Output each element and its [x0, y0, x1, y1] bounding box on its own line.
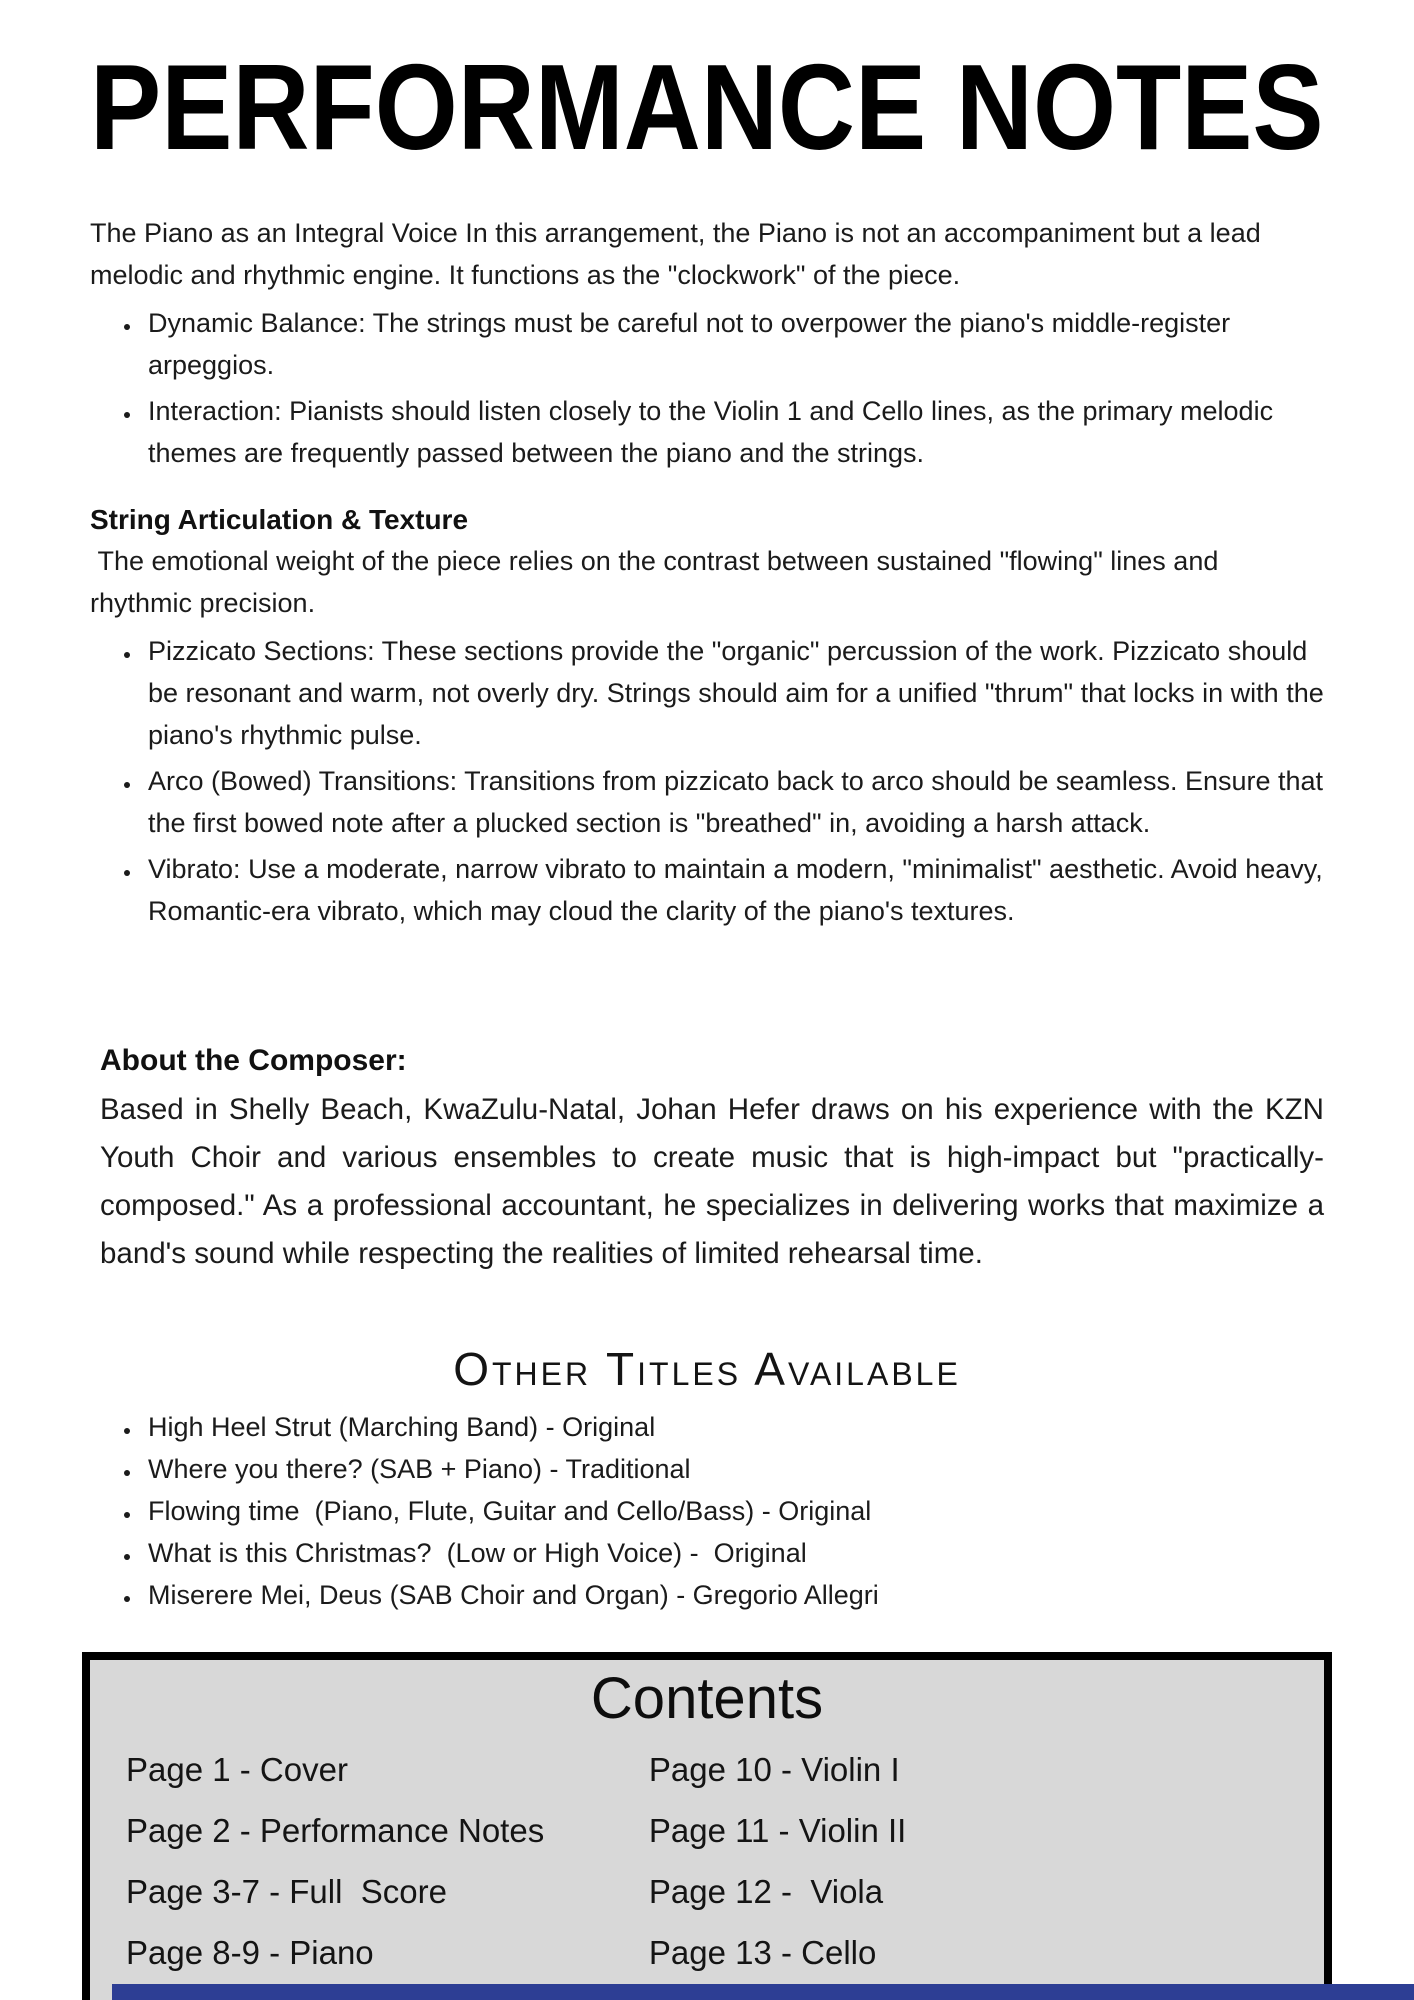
contents-grid [126, 1739, 1288, 1983]
intro-paragraph: The Piano as an Integral Voice In this arrangement, the Piano is not an accompaniment but a lead melodic and rhythmic engine. It functions as the "clockwork" of the piece. [90, 218, 1269, 290]
footer-accent-bar [112, 1984, 1414, 2000]
list-item: • Dynamic Balance: The strings must be careful not to overpower the piano's middle-register arpeggios. [142, 302, 1324, 386]
list-item: • Where you there? (SAB + Piano) - Traditional [142, 1448, 1324, 1490]
intro-bullet-list [90, 302, 1324, 474]
contents-entry: Page 11 - Violin II [648, 1811, 907, 1849]
list-item: • High Heel Strut (Marching Band) - Original [142, 1406, 1324, 1448]
contents-entry: Page 8-9 - Piano [126, 1933, 374, 1971]
list-item: • Flowing time (Piano, Flute, Guitar and Cello/Bass) - Original [142, 1490, 1324, 1532]
contents-entry: Page 13 - Cello [648, 1933, 877, 1971]
contents-right-column [649, 1739, 1288, 1983]
about-composer-heading: About the Composer: [100, 1044, 407, 1077]
contents-left-column [126, 1739, 649, 1983]
other-titles-list [90, 1406, 1324, 1616]
page-title: PERFORMANCE NOTES [90, 39, 1324, 175]
contents-entry: Page 1 - Cover [126, 1750, 348, 1788]
contents-heading: Contents [590, 1666, 824, 1731]
list-item: • Interaction: Pianists should listen closely to the Violin 1 and Cello lines, as the primary melodic themes are frequently passed between the piano and the strings. [142, 390, 1324, 474]
articulation-bullet-list [90, 630, 1332, 932]
contents-entry: Page 3-7 - Full Score [126, 1872, 447, 1910]
articulation-paragraph: The emotional weight of the piece relies on the contrast between sustained "flowing" lines and rhythmic precision. [90, 546, 1226, 618]
list-item: • What is this Christmas? (Low or High Voice) - Original [142, 1532, 1324, 1574]
contents-entry: Page 10 - Violin I [648, 1750, 900, 1788]
list-item: • Arco (Bowed) Transitions: Transitions from pizzicato back to arco should be seamless. Ensure that the first bowed note after a plucked section is "breathed" in, avoiding a harsh attack. [142, 760, 1324, 844]
contents-entry: Page 2 - Performance Notes [126, 1811, 545, 1849]
contents-entry: Page 12 - Viola [648, 1872, 884, 1910]
about-composer-paragraph: Based in Shelly Beach, KwaZulu-Natal, Johan Hefer draws on his experience with the KZN Youth Choir and various ensembles to create music that is high-impact but "practically-composed." As a professional accountant, he specializes in delivering works that maximize a band's sound while respecting the realities of limited rehearsal time. [100, 1093, 1333, 1270]
articulation-heading: String Articulation & Texture [90, 504, 469, 535]
contents-box [82, 1652, 1332, 2000]
list-item: • Pizzicato Sections: These sections provide the "organic" percussion of the work. Pizzicato should be resonant and warm, not overly dry. Strings should aim for a unified "thrum" that locks in with the piano's rhythmic pulse. [142, 630, 1324, 756]
about-composer-section [90, 1044, 1333, 1278]
list-item: • Vibrato: Use a moderate, narrow vibrato to maintain a modern, "minimalist" aesthetic. Avoid heavy, Romantic-era vibrato, which may cloud the clarity of the piano's textures. [142, 848, 1324, 932]
list-item: • Miserere Mei, Deus (SAB Choir and Organ) - Gregorio Allegri [142, 1574, 1324, 1616]
page-content [90, 39, 1333, 1616]
other-titles-heading: Other Titles Available [453, 1343, 961, 1395]
